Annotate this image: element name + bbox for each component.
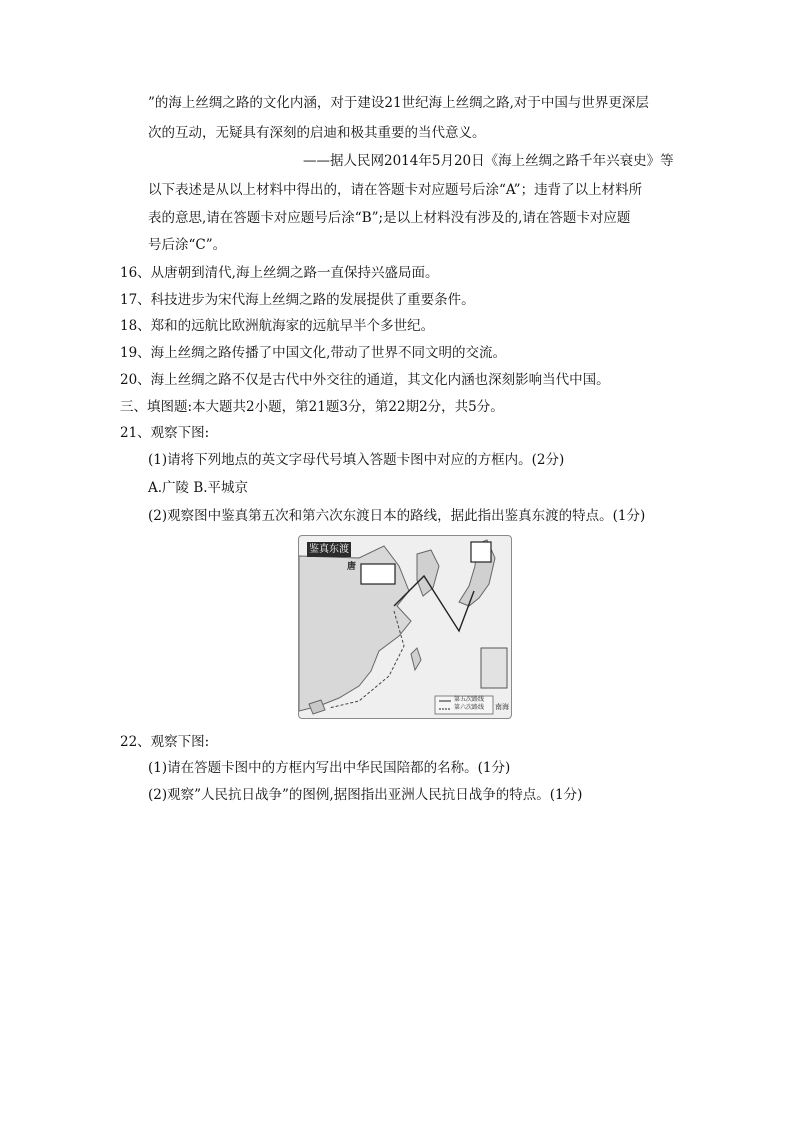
legend-label-1: 第五次路线 xyxy=(454,696,485,703)
statement-20: 20、海上丝绸之路不仅是古代中外交往的通道，其文化内涵也深刻影响当代中国。 xyxy=(120,372,610,388)
jianzhen-map xyxy=(298,535,512,719)
answer-box-1 xyxy=(361,564,395,584)
material-end-line-2: 次的互动，无疑具有深刻的启迪和极其重要的当代意义。 xyxy=(148,125,486,141)
statement-17: 17、科技进步为宋代海上丝绸之路的发展提供了重要条件。 xyxy=(120,292,475,308)
q21-part-2: (2)观察图中鉴真第五次和第六次东渡日本的路线，据此指出鉴真东渡的特点。(1分) xyxy=(148,508,646,524)
legend-label-2: 第六次路线 xyxy=(454,704,485,711)
map-label-tang: 唐 xyxy=(347,562,357,572)
material-source: ——据人民网2014年5月20日《海上丝绸之路千年兴衰史》等 xyxy=(303,153,674,169)
instructions-line-2: 表的意思,请在答题卡对应题号后涂“B”;是以上材料没有涉及的,请在答题卡对应题 xyxy=(148,210,631,226)
material-end-line-1: ”的海上丝绸之路的文化内涵，对于建设21世纪海上丝绸之路,对于中国与世界更深层 xyxy=(148,95,649,111)
q21-part-1: (1)请将下列地点的英文字母代号填入答题卡图中对应的方框内。(2分) xyxy=(148,452,565,468)
map-corner-label: 南海 xyxy=(495,703,509,711)
q22-part-1: (1)请在答题卡图中的方框内写出中华民国陪都的名称。(1分) xyxy=(148,760,511,776)
instructions-line-3: 号后涂“C”。 xyxy=(148,237,227,253)
korea-peninsula xyxy=(417,550,439,596)
statement-19: 19、海上丝绸之路传播了中国文化,带动了世界不同文明的交流。 xyxy=(120,345,506,361)
statement-16: 16、从唐朝到清代,海上丝绸之路一直保持兴盛局面。 xyxy=(120,265,439,281)
section-3-heading: 三、填图题:本大题共2小题，第21题3分，第22期2分，共5分。 xyxy=(120,399,504,415)
instructions-line-1: 以下表述是从以上材料中得出的，请在答题卡对应题号后涂“A”；违背了以上材料所 xyxy=(148,182,643,198)
map-title: 鉴真东渡 xyxy=(309,544,349,555)
statement-18: 18、郑和的远航比欧洲航海家的远航早半个多世纪。 xyxy=(120,318,435,334)
q21-options: A.广陵 B.平城京 xyxy=(148,480,249,496)
q22-part-2: (2)观察”人民抗日战争”的图例,据图指出亚洲人民抗日战争的特点。(1分) xyxy=(148,787,583,803)
taiwan-island xyxy=(411,648,421,670)
q22-prompt: 22、观察下图: xyxy=(120,734,210,750)
map-drawing xyxy=(299,536,511,718)
answer-box-2 xyxy=(471,542,491,562)
q21-prompt: 21、观察下图: xyxy=(120,425,210,441)
inset-map xyxy=(481,648,507,688)
